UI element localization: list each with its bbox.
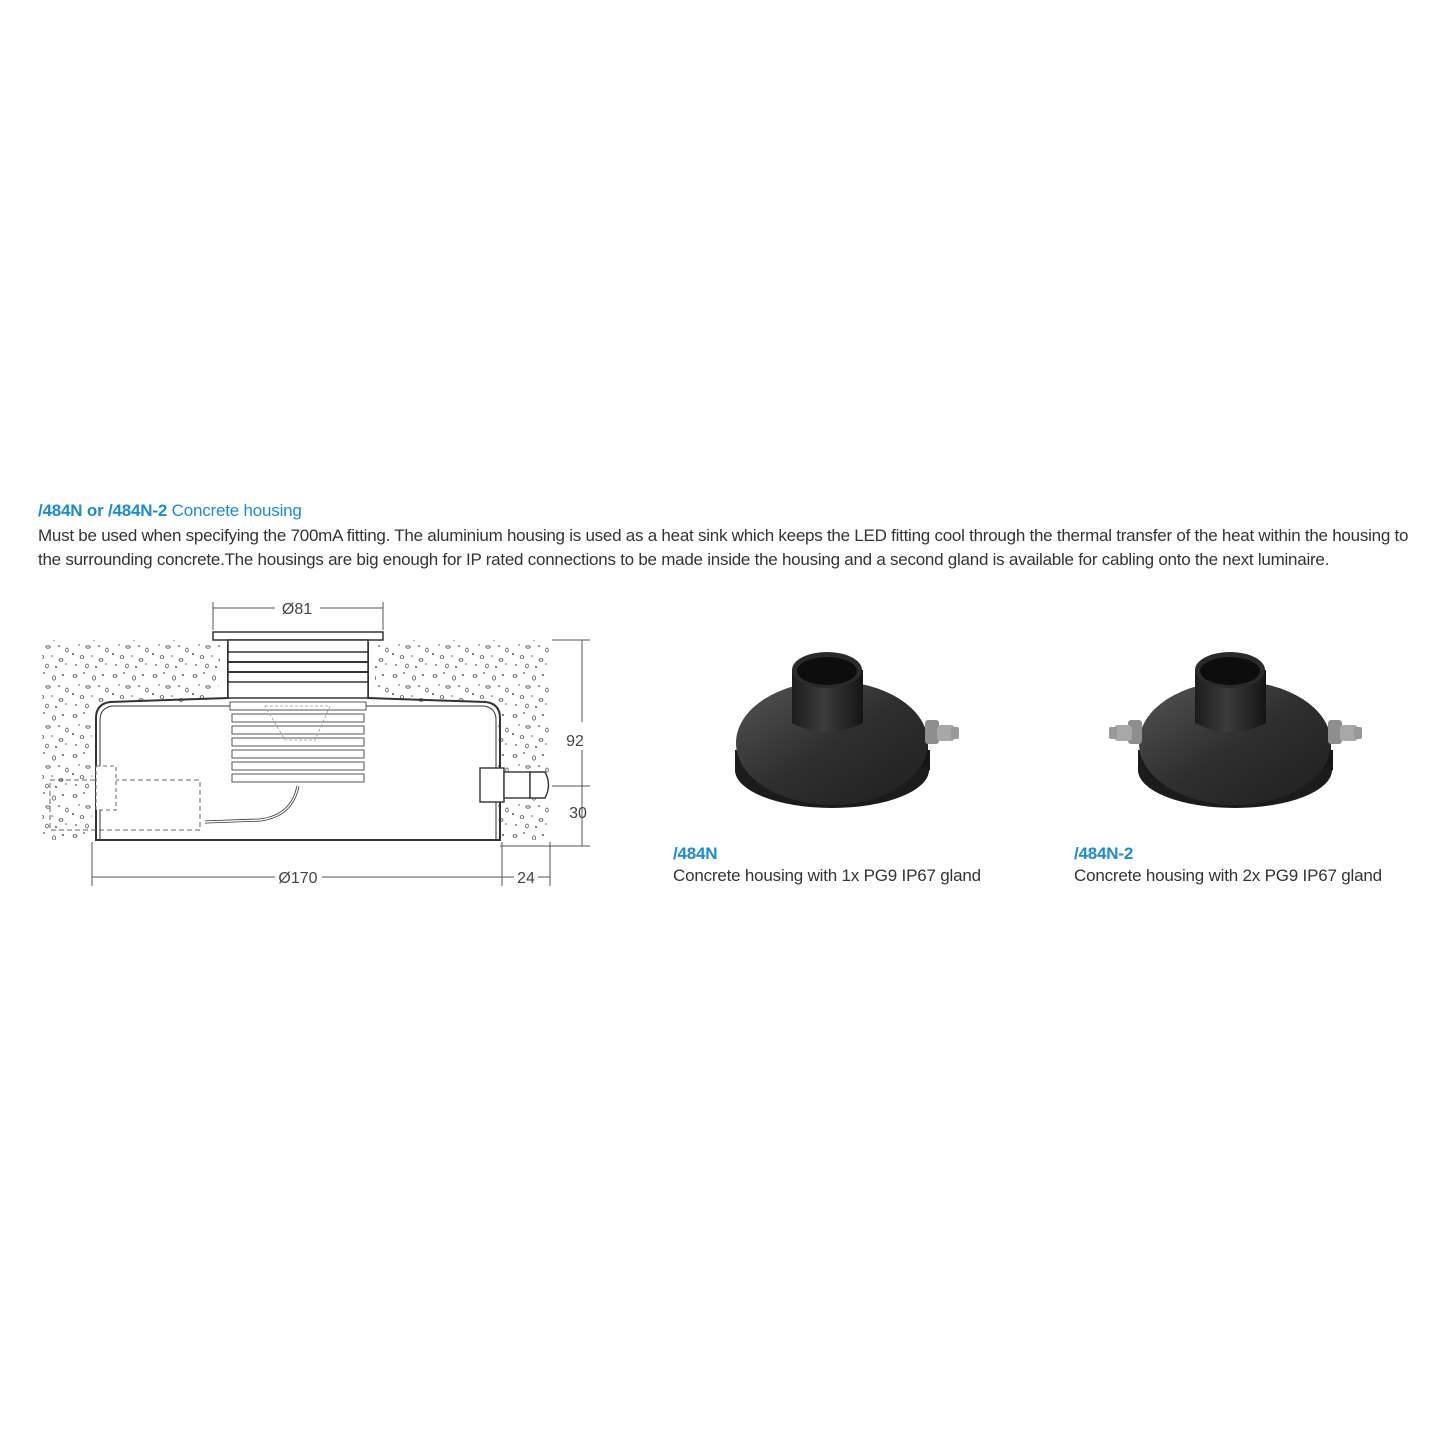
gland-icon bbox=[925, 720, 959, 744]
dim-gland-offset: 24 bbox=[517, 870, 535, 887]
top-flange bbox=[213, 632, 383, 640]
product-code-484n-2: /484N-2 bbox=[1074, 844, 1134, 863]
concrete-left bbox=[42, 640, 220, 840]
dim-height-lower: 30 bbox=[569, 805, 587, 822]
section-code-label: /484N or /484N-2 bbox=[38, 501, 168, 520]
gland-left-icon bbox=[1109, 720, 1142, 744]
product-caption-484n bbox=[673, 843, 981, 887]
gland-drawing bbox=[480, 768, 549, 802]
heat-sink-fins bbox=[230, 702, 366, 782]
product-image-484n bbox=[725, 645, 965, 820]
product-description-484n: Concrete housing with 1x PG9 IP67 gland bbox=[673, 866, 981, 885]
dim-height-total: 92 bbox=[566, 733, 584, 750]
dim-base-diameter: Ø170 bbox=[278, 870, 318, 887]
product-description-484n-2: Concrete housing with 2x PG9 IP67 gland bbox=[1074, 866, 1382, 885]
product-caption-484n-2 bbox=[1074, 843, 1382, 887]
product-image-484n-2 bbox=[1108, 645, 1373, 820]
gland-right-icon bbox=[1328, 720, 1362, 744]
cable bbox=[205, 786, 298, 822]
product-code-484n: /484N bbox=[673, 844, 718, 863]
cross-section-drawing bbox=[30, 590, 630, 900]
section-heading bbox=[38, 500, 302, 522]
concrete-right bbox=[375, 640, 550, 840]
dim-top-diameter: Ø81 bbox=[281, 601, 313, 618]
fitting-body bbox=[228, 640, 368, 698]
section-title: Concrete housing bbox=[171, 501, 302, 520]
section-description: Must be used when specifying the 700mA fitting. The aluminium housing is used as a heat sink which keeps the LED fitting cool through the thermal transfer of the heat within the housing to the surrounding concrete.The housings are big enough for IP rated connections to be made inside the housing and a second gland is available for cabling onto the next luminaire. bbox=[38, 526, 1409, 569]
